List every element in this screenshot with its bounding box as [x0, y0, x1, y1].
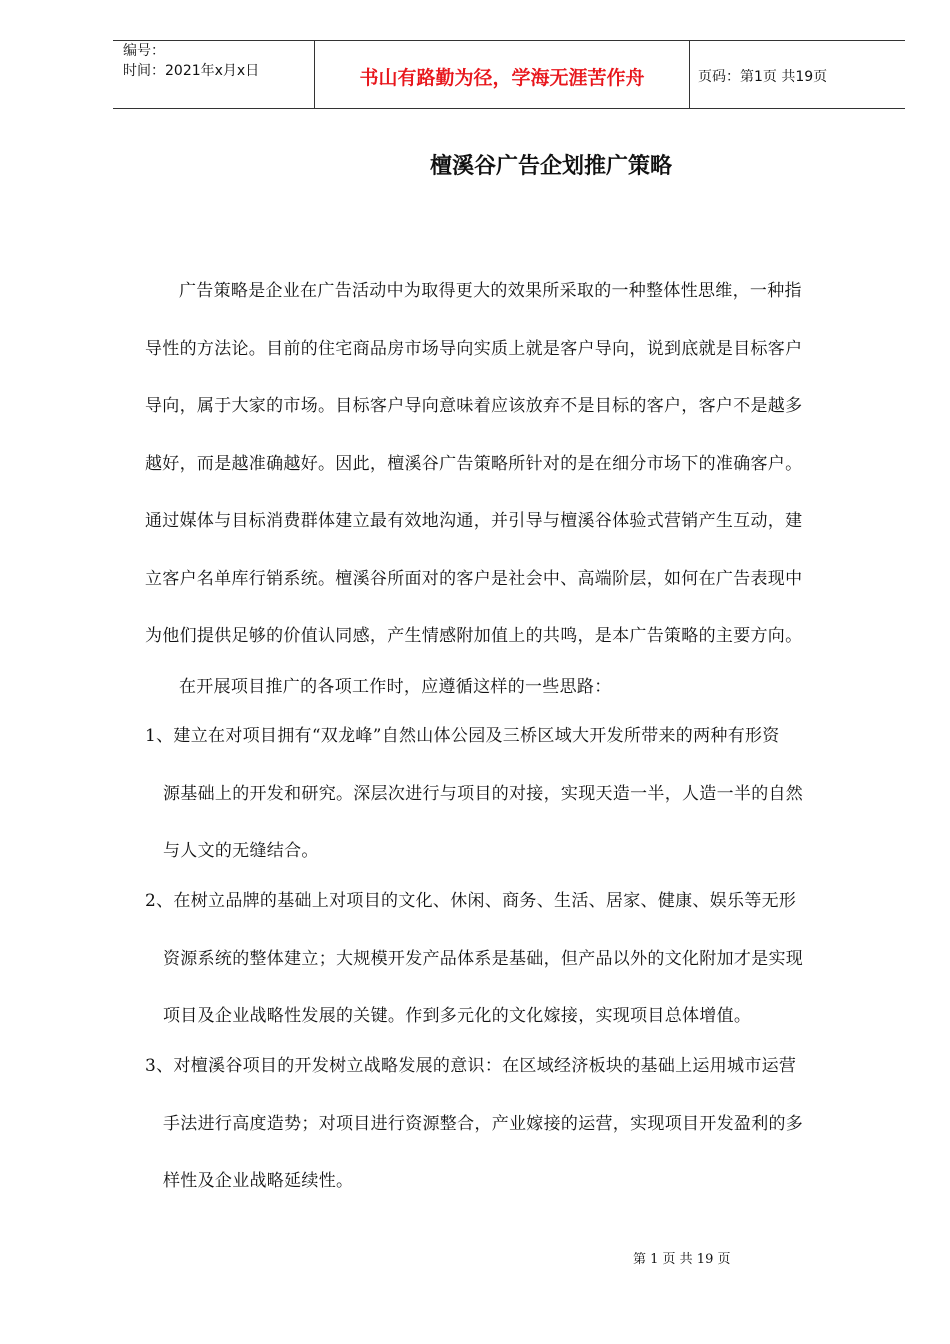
list-item-1-cont: 源基础上的开发和研究。深层次进行与项目的对接，实现天造一半，人造一半的自然	[163, 784, 804, 804]
page-info: 页码：第1页 共19页	[698, 69, 828, 85]
header-meta-cell	[113, 41, 314, 108]
list-item-2-cont: 资源系统的整体建立；大规模开发产品体系是基础，但产品以外的文化附加才是实现	[163, 949, 804, 969]
body-line: 导向，属于大家的市场。目标客户导向意味着应该放弃不是目标的客户，客户不是越多	[145, 396, 803, 416]
body-line: 为他们提供足够的价值认同感，产生情感附加值上的共鸣，是本广告策略的主要方向。	[145, 626, 803, 646]
body-line: 越好，而是越准确越好。因此，檀溪谷广告策略所针对的是在细分市场下的准确客户。	[145, 454, 803, 474]
list-item-3-cont: 样性及企业战略延续性。	[163, 1171, 354, 1191]
header-table	[113, 40, 905, 109]
body-line: 立客户名单库行销系统。檀溪谷所面对的客户是社会中、高端阶层，如何在广告表现中	[145, 569, 803, 589]
list-item-2: 2、在树立品牌的基础上对项目的文化、休闲、商务、生活、居家、健康、娱乐等无形	[145, 891, 797, 911]
list-item-3-cont: 手法进行高度造势；对项目进行资源整合，产业嫁接的运营，实现项目开发盈利的多	[163, 1114, 804, 1134]
page-footer: 第 1 页 共 19 页	[633, 1252, 731, 1267]
list-item-1-cont: 与人文的无缝结合。	[163, 841, 319, 861]
list-item-3: 3、对檀溪谷项目的开发树立战略发展的意识：在区域经济板块的基础上运用城市运营	[145, 1056, 797, 1076]
list-item-2-cont: 项目及企业战略性发展的关键。作到多元化的文化嫁接，实现项目总体增值。	[163, 1006, 752, 1026]
time-label: 时间：2021年x月x日	[123, 63, 260, 79]
body-line: 在开展项目推广的各项工作时，应遵循这样的一些思路：	[179, 677, 612, 697]
body-line: 导性的方法论。目前的住宅商品房市场导向实质上就是客户导向，说到底就是目标客户	[145, 339, 803, 359]
list-item-1: 1、建立在对项目拥有“双龙峰”自然山体公园及三桥区域大开发所带来的两种有形资	[145, 726, 780, 746]
body-line: 广告策略是企业在广告活动中为取得更大的效果所采取的一种整体性思维，一种指	[179, 281, 802, 301]
header-motto-cell	[314, 41, 690, 108]
motto-text: 书山有路勤为径，学海无涯苦作舟	[359, 67, 645, 89]
header-page-cell	[690, 41, 905, 108]
body-line: 通过媒体与目标消费群体建立最有效地沟通，并引导与檀溪谷体验式营销产生互动，建	[145, 511, 803, 531]
serial-label: 编号：	[123, 43, 165, 59]
document-title: 檀溪谷广告企划推广策略	[430, 153, 673, 179]
